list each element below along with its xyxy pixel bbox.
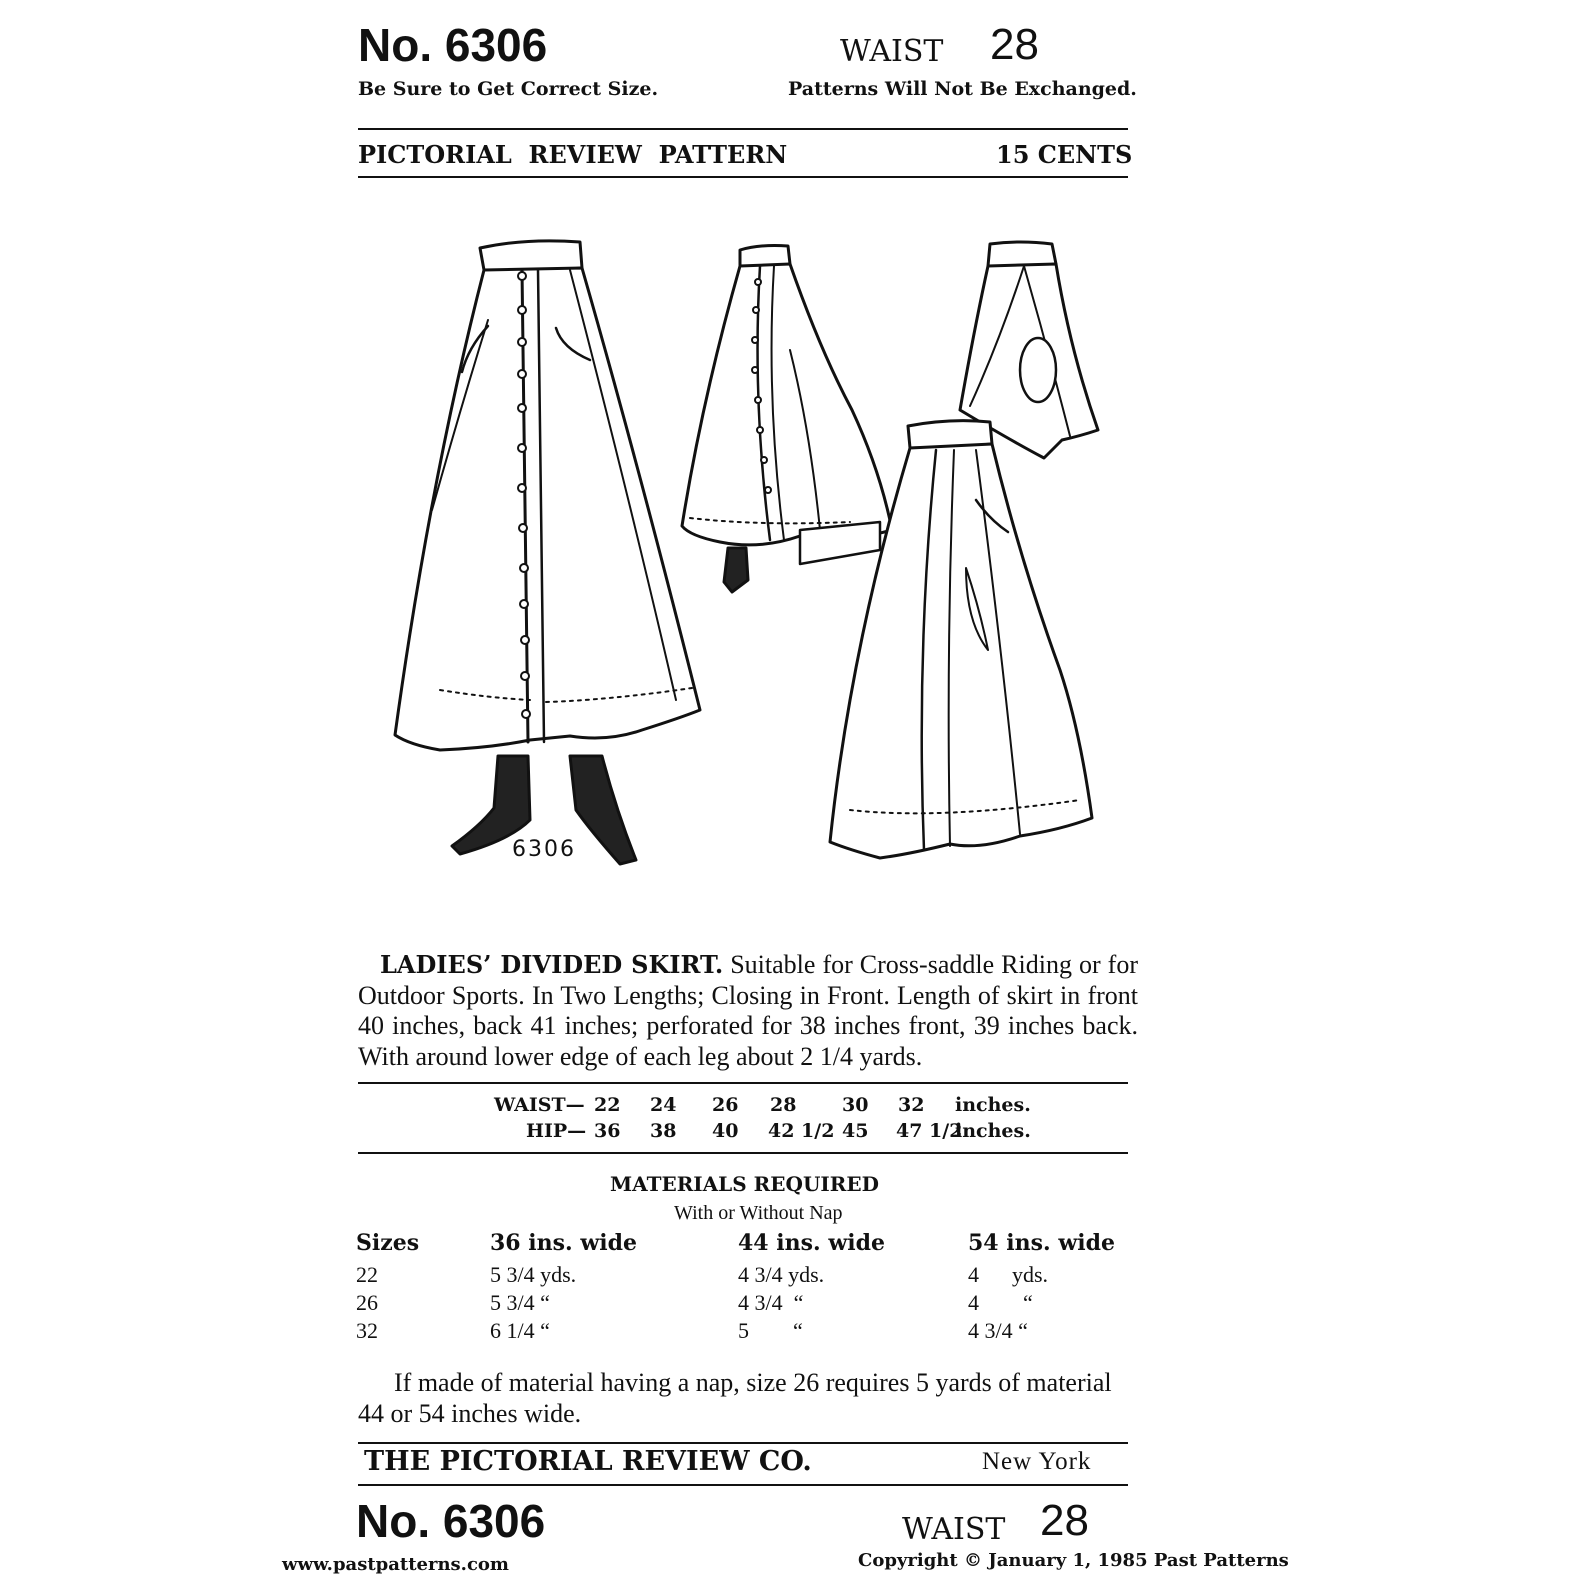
footer-waist-label: WAIST	[902, 1512, 1006, 1547]
exchange-note: Patterns Will Not Be Exchanged.	[788, 78, 1137, 100]
company-name: THE PICTORIAL REVIEW CO.	[364, 1446, 812, 1477]
waist-size: 26	[712, 1094, 739, 1116]
materials-cell: 4 3/4 yds.	[738, 1262, 825, 1287]
company-city: New York	[982, 1448, 1092, 1475]
pattern-number: No. 6306	[358, 19, 548, 71]
figure-number: 6306	[512, 837, 576, 862]
sizes-rule-top	[358, 1082, 1128, 1084]
waist-size: 30	[842, 1094, 869, 1116]
materials-cell: 4 yds.	[968, 1262, 1049, 1287]
materials-cell: 26	[356, 1290, 378, 1315]
waist-size: 28	[770, 1094, 797, 1116]
waist-size: 22	[594, 1094, 621, 1116]
materials-title: MATERIALS REQUIRED	[610, 1172, 879, 1196]
publication-name: PICTORIAL REVIEW PATTERN	[358, 140, 788, 169]
hip-size: 45	[842, 1120, 869, 1142]
materials-header-row	[0, 1230, 1588, 1260]
materials-cell: 6 1/4 “	[490, 1318, 550, 1343]
materials-row	[0, 1318, 1588, 1346]
materials-cell: 5 3/4 “	[490, 1290, 550, 1315]
materials-header: Sizes	[356, 1230, 420, 1256]
size-note: Be Sure to Get Correct Size.	[358, 78, 659, 100]
waist-unit: inches.	[955, 1094, 1031, 1116]
hip-unit: inches.	[955, 1120, 1031, 1142]
nap-note-text: If made of material having a nap, size 26 requires 5 yards of material 44 or 54 inches wide.	[358, 1368, 1112, 1428]
footer-rule-bottom	[358, 1484, 1128, 1486]
waist-size-row	[0, 1094, 1588, 1118]
waist-size: 24	[650, 1094, 677, 1116]
footer-waist-value: 28	[1040, 1496, 1089, 1545]
skirt-illustration	[380, 230, 1110, 890]
hip-size: 36	[594, 1120, 621, 1142]
price: 15 CENTS	[996, 140, 1133, 169]
materials-row	[0, 1290, 1588, 1318]
materials-cell: 32	[356, 1318, 378, 1343]
hip-size: 42 1/2	[768, 1120, 835, 1142]
waist-value: 28	[990, 20, 1039, 69]
materials-cell: 4 “	[968, 1290, 1033, 1315]
hip-size: 40	[712, 1120, 739, 1142]
materials-cell: 4 3/4 “	[968, 1318, 1028, 1343]
header-rule-top	[358, 128, 1128, 130]
materials-cell: 5 3/4 yds.	[490, 1262, 577, 1287]
waist-label: WAIST	[840, 34, 944, 69]
copyright: Copyright © January 1, 1985 Past Patterns	[858, 1550, 1289, 1571]
materials-cell: 4 3/4 “	[738, 1290, 804, 1315]
hip-size: 38	[650, 1120, 677, 1142]
sizes-rule-bottom	[358, 1152, 1128, 1154]
description-title: LADIES’ DIVIDED SKIRT.	[380, 950, 724, 979]
description-text: Suitable for Cross-saddle Riding or for Outdoor Sports. In Two Lengths; Closing in Front. Length of skirt in front 40 inches, back 41 inches; perforated for 38 inches front, 39 inches back. With around lower edge of each leg about 2 1/4 yards.	[358, 950, 1139, 1071]
materials-header: 44 ins. wide	[738, 1230, 886, 1256]
website: www.pastpatterns.com	[282, 1554, 509, 1575]
materials-cell: 22	[356, 1262, 378, 1287]
hip-row-label: HIP—	[526, 1120, 587, 1142]
footer-rule-top	[358, 1442, 1128, 1444]
materials-header: 54 ins. wide	[968, 1230, 1116, 1256]
materials-row	[0, 1262, 1588, 1290]
nap-note	[358, 1368, 1138, 1429]
front-skirt-drawing	[480, 241, 582, 271]
materials-header: 36 ins. wide	[490, 1230, 638, 1256]
waist-size: 32	[898, 1094, 925, 1116]
waist-row-label: WAIST—	[494, 1094, 585, 1116]
header-rule-bottom	[358, 176, 1128, 178]
hip-size: 47 1/2	[896, 1120, 963, 1142]
materials-subtitle: With or Without Nap	[674, 1202, 843, 1224]
hip-size-row	[0, 1120, 1588, 1144]
description	[358, 950, 1138, 1072]
materials-cell: 5 “	[738, 1318, 803, 1343]
footer-pattern-number: No. 6306	[356, 1495, 546, 1547]
